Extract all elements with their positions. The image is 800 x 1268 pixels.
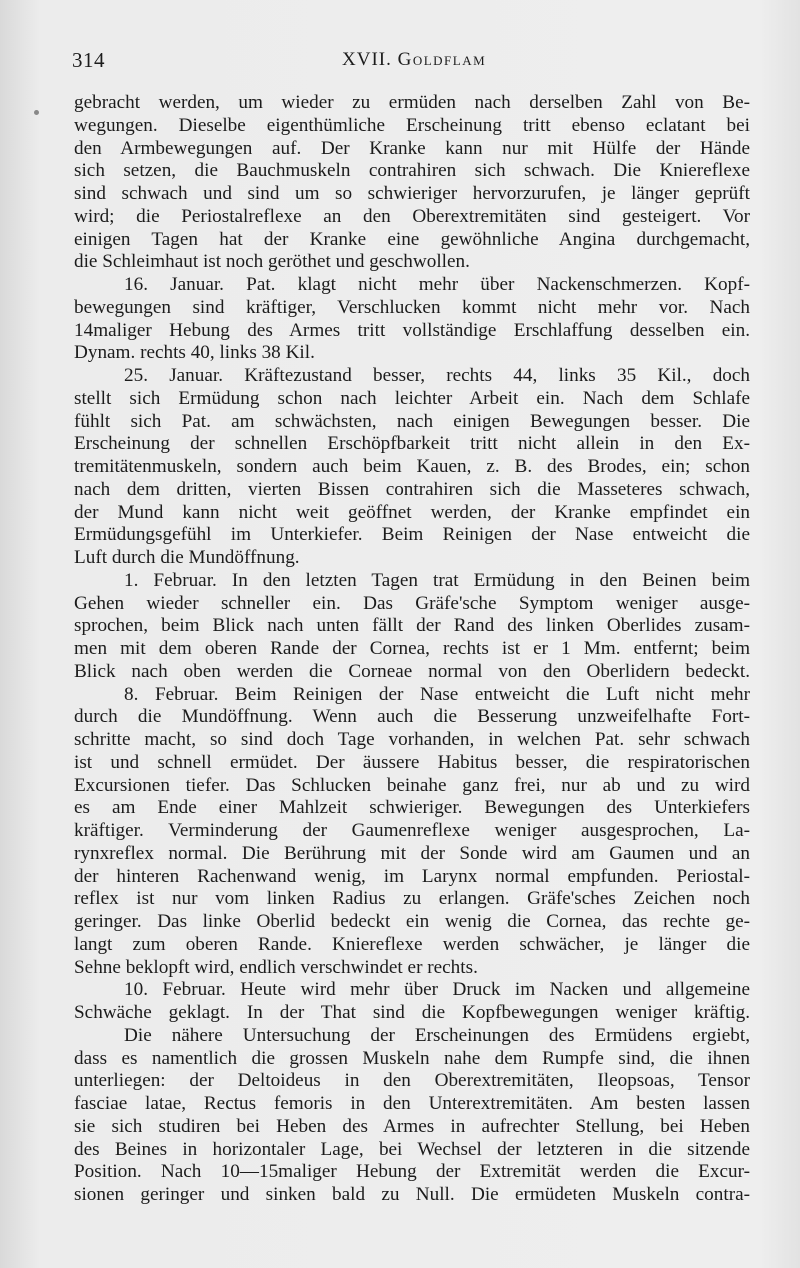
text-line: Blick nach oben werden die Corneae normal von den Oberlidern bedeckt. [74, 660, 750, 682]
text-line: der hinteren Rachenwand wenig, im Larynx normal empfunden. Periostal- [74, 865, 750, 887]
running-head-name: Goldflam [397, 49, 487, 70]
text-line: 14maliger Hebung des Armes tritt vollständige Erschlaffung desselben ein. [74, 319, 750, 341]
text-line: Ermüdungsgefühl im Unterkiefer. Beim Reinigen der Nase entweicht die [74, 524, 750, 546]
text-line: men mit dem oberen Rande der Cornea, rechts ist er 1 Mm. entfernt; beim [74, 638, 750, 659]
text-line: die Schleimhaut ist noch geröthet und geschwollen. [74, 251, 470, 273]
text-line: sionen geringer und sinken bald zu Null. Die ermüdeten Muskeln contra- [74, 1184, 750, 1205]
text-line: gebracht werden, um wieder zu ermüden nach derselben Zahl von Be- [74, 92, 750, 113]
running-head [342, 49, 486, 71]
text-line: der Mund kann nicht weit geöffnet werden, der Kranke empfindet ein [74, 501, 750, 523]
margin-mark [34, 110, 39, 115]
text-line: Sehne beklopft wird, endlich verschwindet er rechts. [74, 956, 478, 978]
text-line: Position. Nach 10—15maliger Hebung der Extremität werden die Excur- [74, 1161, 750, 1183]
text-line: sich setzen, die Bauchmuskeln contrahiren sich schwach. Die Kniereflexe [74, 160, 750, 182]
page-number: 314 [72, 48, 105, 72]
text-line: nach dem dritten, vierten Bissen contrahiren sich die Masseteres schwach, [74, 478, 750, 500]
text-line: ist und schnell ermüdet. Der äussere Habitus besser, die respiratorischen [74, 751, 750, 773]
text-line: dass es namentlich die grossen Muskeln nahe dem Rumpfe sind, die ihnen [74, 1047, 750, 1069]
text-line: Die nähere Untersuchung der Erscheinungen des Ermüdens ergiebt, [124, 1024, 750, 1046]
text-line: unterliegen: der Deltoideus in den Oberextremitäten, Ileopsoas, Tensor [74, 1070, 750, 1092]
text-line: 25. Januar. Kräftezustand besser, rechts 44, links 35 Kil., doch [124, 365, 750, 386]
text-line: es am Ende einer Mahlzeit schwieriger. Bewegungen des Unterkiefers [74, 797, 750, 819]
text-line: Excursionen tiefer. Das Schlucken beinahe ganz frei, nur ab und zu wird [74, 774, 750, 796]
text-line: wegungen. Dieselbe eigenthümliche Erscheinung tritt ebenso eclatant bei [74, 114, 750, 136]
text-line: langt zum oberen Rande. Kniereflexe werden schwächer, je länger die [74, 933, 750, 955]
text-line: durch die Mundöffnung. Wenn auch die Besserung unzweifelhafte Fort- [74, 706, 750, 728]
text-line: Erscheinung der schnellen Erschöpfbarkeit tritt nicht allein in den Ex- [74, 433, 750, 455]
text-line: sie sich studiren bei Heben des Armes in aufrechter Stellung, bei Heben [74, 1115, 750, 1137]
text-line: rynxreflex normal. Die Berührung mit der Sonde wird am Gaumen und an [74, 842, 750, 864]
text-line: des Beines in horizontaler Lage, bei Wechsel der letzteren in die sitzende [74, 1138, 750, 1160]
running-head-numeral: XVII. [342, 49, 392, 70]
text-line: bewegungen sind kräftiger, Verschlucken kommt nicht mehr vor. Nach [74, 296, 750, 318]
text-line: Dynam. rechts 40, links 38 Kil. [74, 342, 315, 364]
text-line: reflex ist nur vom linken Radius zu erlangen. Gräfe'sches Zeichen noch [74, 888, 750, 910]
text-line: sind schwach und sind um so schwieriger hervorzurufen, je länger geprüft [74, 183, 750, 204]
text-line: einigen Tagen hat der Kranke eine gewöhnliche Angina durchgemacht, [74, 228, 750, 250]
text-line: Schwäche geklagt. In der That sind die Kopfbewegungen weniger kräftig. [74, 1002, 750, 1023]
page-header [72, 48, 760, 74]
text-line: 16. Januar. Pat. klagt nicht mehr über Nackenschmerzen. Kopf- [124, 274, 750, 295]
text-line: kräftiger. Verminderung der Gaumenreflexe weniger ausgesprochen, La- [74, 820, 750, 841]
text-line: schritte macht, so sind doch Tage vorhanden, in welchen Pat. sehr schwach [74, 729, 750, 750]
text-line: 8. Februar. Beim Reinigen der Nase entweicht die Luft nicht mehr [124, 683, 750, 705]
text-line: 10. Februar. Heute wird mehr über Druck im Nacken und allgemeine [124, 979, 750, 1001]
text-line: wird; die Periostalreflexe an den Oberextremitäten sind gesteigert. Vor [74, 205, 750, 227]
text-line: stellt sich Ermüdung schon nach leichter Arbeit ein. Nach dem Schlafe [74, 387, 750, 409]
text-line: tremitätenmuskeln, sondern auch beim Kauen, z. B. des Brodes, ein; schon [74, 456, 750, 477]
text-line: 1. Februar. In den letzten Tagen trat Ermüdung in den Beinen beim [124, 569, 750, 591]
text-line: fasciae latae, Rectus femoris in den Unterextremitäten. Am besten lassen [74, 1093, 750, 1114]
text-line: geringer. Das linke Oberlid bedeckt ein wenig die Cornea, das rechte ge- [74, 911, 750, 932]
text-line: sprochen, beim Blick nach unten fällt der Rand des linken Oberlides zusam- [74, 615, 750, 637]
body-text [74, 92, 750, 1207]
text-line: fühlt sich Pat. am schwächsten, nach einigen Bewegungen besser. Die [74, 410, 750, 432]
text-line: Luft durch die Mundöffnung. [74, 547, 300, 568]
text-line: den Armbewegungen auf. Der Kranke kann nur mit Hülfe der Hände [74, 137, 750, 159]
text-line: Gehen wieder schneller ein. Das Gräfe'sche Symptom weniger ausge- [74, 592, 750, 614]
